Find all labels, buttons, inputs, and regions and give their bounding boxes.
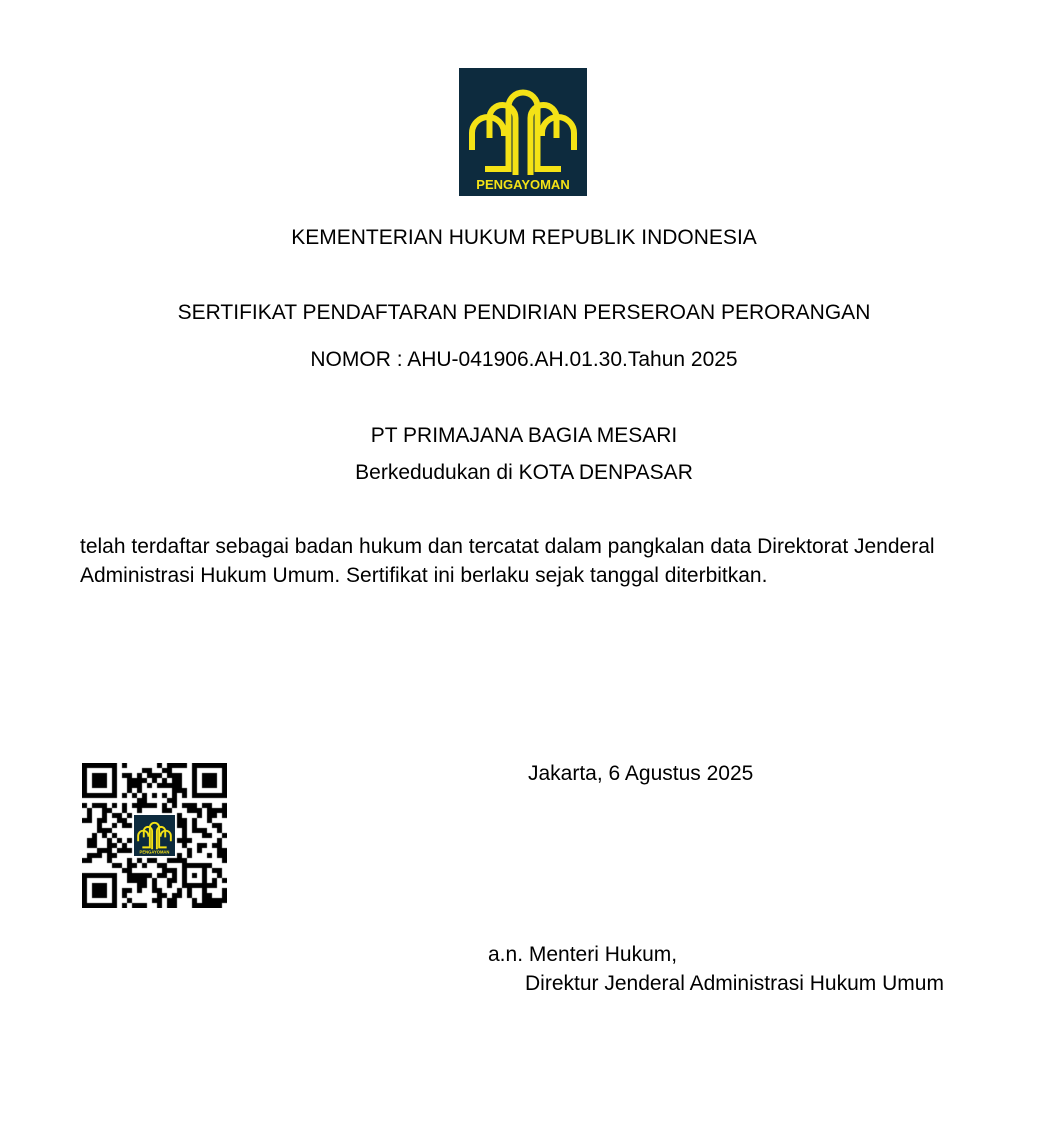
registration-statement: telah terdaftar sebagai badan hukum dan tercatat dalam pangkalan data Direktorat Jenderal Administrasi Hukum Umum. Sertifikat ini berlaku sejak tanggal diterbitkan. — [80, 535, 935, 587]
ministry-logo — [459, 68, 587, 196]
logo-motto-text: PENGAYOMAN — [476, 177, 570, 192]
pengayoman-emblem-icon — [459, 68, 587, 196]
company-domicile: Berkedudukan di KOTA DENPASAR — [355, 461, 693, 484]
place-date: Jakarta, 6 Agustus 2025 — [528, 762, 754, 785]
ministry-name: KEMENTERIAN HUKUM REPUBLIK INDONESIA — [291, 226, 757, 249]
certificate-title: SERTIFIKAT PENDAFTARAN PENDIRIAN PERSEROAN PERORANGAN — [177, 301, 871, 324]
signature-block — [488, 940, 944, 998]
signer-title: Direktur Jenderal Administrasi Hukum Umum — [525, 972, 944, 995]
certificate-number: NOMOR : AHU-041906.AH.01.30.Tahun 2025 — [310, 348, 738, 371]
company-name: PT PRIMAJANA BAGIA MESARI — [370, 424, 678, 447]
qr-logo-motto-text: PENGAYOMAN — [139, 849, 170, 855]
qr-center-logo — [134, 815, 175, 856]
signature-on-behalf: a.n. Menteri Hukum, — [488, 943, 678, 966]
pengayoman-emblem-small-icon — [134, 815, 175, 856]
